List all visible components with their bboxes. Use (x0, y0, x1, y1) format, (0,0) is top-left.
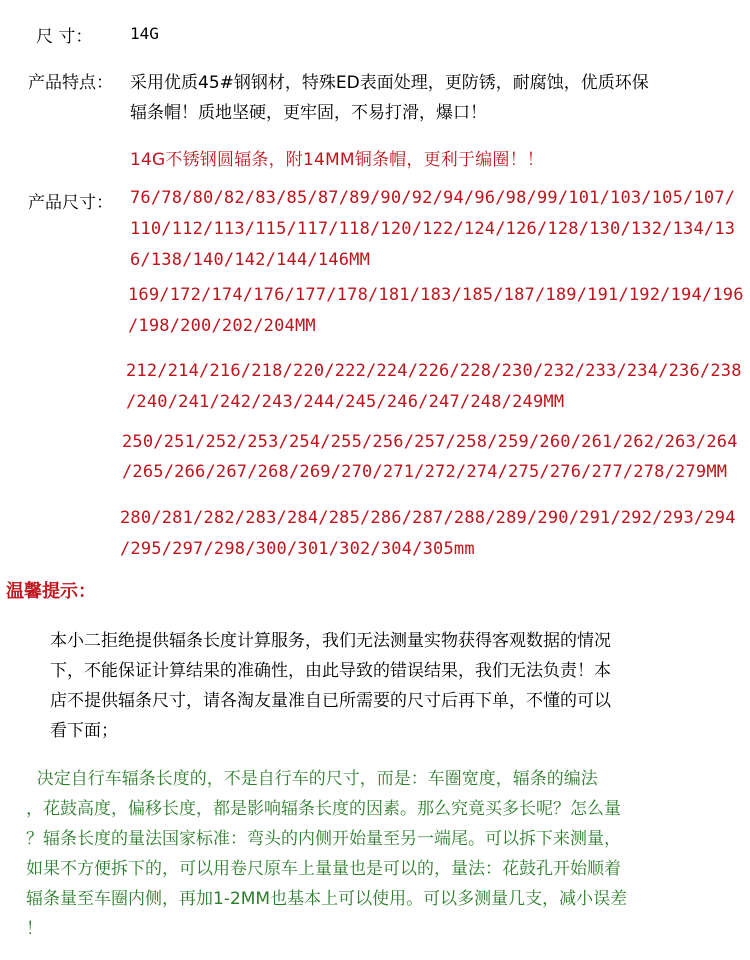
guide-line: ！ (26, 919, 43, 939)
dimension-line: 76/78/80/82/83/85/87/89/90/92/94/96/98/99/101/103/105/107/ (130, 188, 736, 208)
guide-line: ？辐条长度的量法国家标准：弯头的内侧开始量至另一端尾。可以拆下来测量， (26, 829, 621, 849)
dimension-line: /240/241/242/243/244/245/246/247/248/249MM (126, 392, 565, 412)
dimension-line: /295/297/298/300/301/302/304/305mm (120, 539, 475, 559)
dimensions-label: 产品尺寸： (28, 193, 113, 213)
dimension-line: 250/251/252/253/254/255/256/257/258/259/260/261/262/263/264 (122, 432, 738, 452)
guide-line: 决定自行车辐条长度的，不是自行车的尺寸，而是：车圈宽度，辐条的编法 (26, 769, 598, 789)
dimension-line: /198/200/202/204MM (128, 316, 316, 336)
features-highlight: 14G不锈钢圆辐条，附14MM铜条帽，更利于编圈！！ (130, 150, 544, 170)
dimension-line: 169/172/174/176/177/178/181/183/185/187/189/191/192/194/196 (128, 285, 744, 305)
guide-line: 如果不方便拆下的，可以用卷尺原车上量量也是可以的，量法：花鼓孔开始顺着 (26, 859, 621, 879)
dimension-line: 280/281/282/283/284/285/286/287/288/289/290/291/292/293/294 (120, 508, 736, 528)
notice-line: 本小二拒绝提供辐条长度计算服务，我们无法测量实物获得客观数据的情况 (50, 631, 611, 651)
dimension-line: /265/266/267/268/269/270/271/272/274/275/276/277/278/279MM (122, 462, 728, 482)
dimension-line: 6/138/140/142/144/146MM (130, 250, 371, 270)
features-line-1: 采用优质45#钢钢材，特殊ED表面处理，更防锈，耐腐蚀，优质环保 (130, 73, 649, 93)
dimension-line: 110/112/113/115/117/118/120/122/124/126/128/130/132/134/13 (130, 219, 736, 239)
dimension-line: 212/214/216/218/220/222/224/226/228/230/232/233/234/236/238 (126, 361, 742, 381)
guide-line: ，花鼓高度，偏移长度，都是影响辐条长度的因素。那么究竟买多长呢？怎么量 (26, 799, 621, 819)
size-value: 14G (130, 24, 159, 43)
notice-line: 店不提供辐条尺寸，请各淘友量准自已所需要的尺寸后再下单，不懂的可以 (50, 691, 611, 711)
notice-line: 下，不能保证计算结果的准确性，由此导致的错误结果，我们无法负责！本 (50, 661, 611, 681)
notice-line: 看下面； (50, 721, 118, 741)
features-label: 产品特点： (28, 73, 113, 93)
features-line-2: 辐条帽！质地坚硬，更牢固，不易打滑，爆口！ (130, 103, 487, 123)
tip-title: 温馨提示： (6, 581, 96, 602)
guide-line: 辐条量至车圈内侧，再加1-2MM也基本上可以使用。可以多测量几支，减小误差 (26, 889, 628, 909)
size-label: 尺 寸： (36, 27, 93, 47)
